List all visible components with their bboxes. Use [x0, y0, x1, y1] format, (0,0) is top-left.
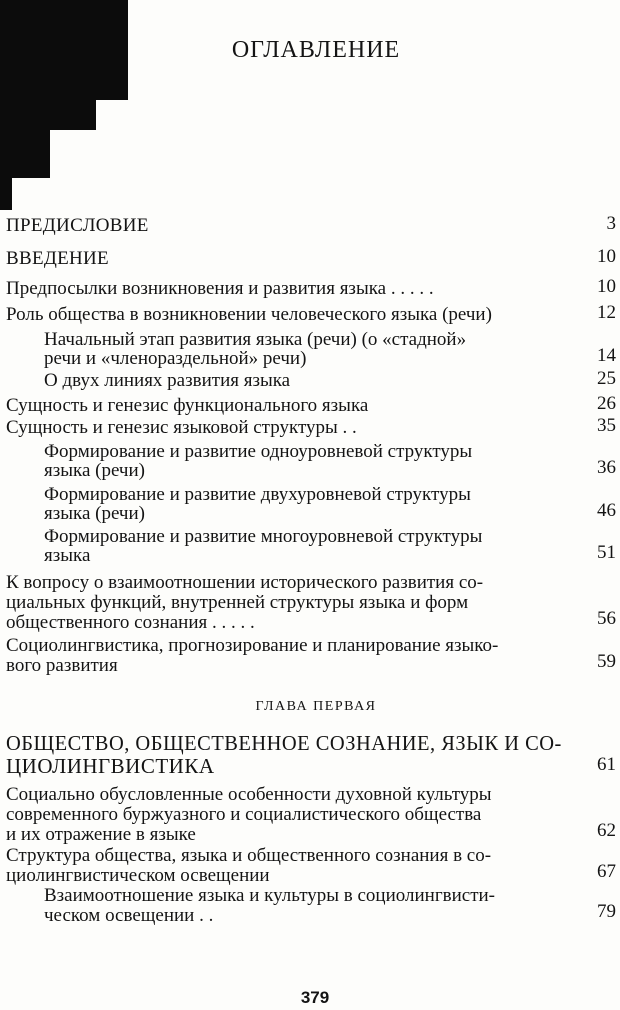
entry-text: ВВЕДЕНИЕ: [6, 248, 109, 269]
entry-page: 67: [597, 861, 616, 882]
entry-text: Предпосылки возникновения и развития языка . . . . .: [6, 278, 434, 299]
entry-page: 12: [597, 302, 616, 323]
entry-text: языка: [44, 545, 91, 566]
entry-page: 36: [597, 457, 616, 478]
entry-text: Социально обусловленные особенности духовной культуры: [6, 784, 492, 805]
entry-text: ОБЩЕСТВО, ОБЩЕСТВЕННОЕ СОЗНАНИЕ, ЯЗЫК И СО-: [6, 731, 562, 755]
entry-text: и их отражение в языке: [6, 824, 196, 845]
entry-page: 46: [597, 500, 616, 521]
entry-page: 3: [606, 213, 616, 234]
entry-text: Структура общества, языка и общественного сознания в со-: [6, 845, 492, 866]
entry-text: ПРЕДИСЛОВИЕ: [6, 215, 149, 236]
entry-text: Формирование и развитие многоуровневой структуры: [44, 526, 483, 547]
page-number: 379: [300, 988, 330, 1007]
entry-text: ЦИОЛИНГВИСТИКА: [6, 754, 215, 778]
entry-page: 56: [597, 608, 616, 629]
entry-text: Формирование и развитие одноуровневой структуры: [44, 441, 473, 462]
entry-text: Роль общества в возникновении человеческого языка (речи): [6, 304, 492, 325]
entry-page: 79: [597, 901, 616, 922]
scan-blot: [0, 98, 96, 130]
entry-page: 35: [597, 415, 616, 436]
entry-page: 25: [597, 368, 616, 389]
entry-text: современного буржуазного и социалистического общества: [6, 804, 482, 825]
entry-text: вого развития: [6, 655, 118, 676]
scan-blot: [0, 128, 50, 178]
entry-page: 10: [597, 246, 616, 267]
entry-page: 10: [597, 276, 616, 297]
entry-text: Взаимоотношение языка и культуры в социолингвисти-: [44, 885, 495, 906]
entry-text: циолингвистическом освещении: [6, 865, 270, 886]
entry-text: речи и «членораздельной» речи): [44, 348, 307, 369]
entry-page: 51: [597, 542, 616, 563]
entry-page: 59: [597, 651, 616, 672]
entry-text: языка (речи): [44, 460, 145, 481]
entry-page: 61: [597, 754, 616, 775]
entry-text: К вопросу о взаимоотношении исторического развития со-: [6, 572, 484, 593]
entry-text: Сущность и генезис функционального языка: [6, 395, 369, 416]
entry-text: общественного сознания . . . . .: [6, 612, 255, 633]
entry-page: 26: [597, 393, 616, 414]
entry-text: Социолингвистика, прогнозирование и планирование языко-: [6, 635, 499, 656]
entry-text: циальных функций, внутренней структуры языка и форм: [6, 592, 469, 613]
entry-text: ческом освещении . .: [44, 905, 214, 926]
entry-page: 14: [597, 345, 616, 366]
entry-text: О двух линиях развития языка: [44, 370, 291, 391]
entry-text: Начальный этап развития языка (речи) (о «стадной»: [44, 329, 467, 350]
entry-text: языка (речи): [44, 503, 145, 524]
entry-text: Сущность и генезис языковой структуры . .: [6, 417, 357, 438]
scan-blot: [0, 176, 12, 210]
toc-title: ОГЛАВЛЕНИЕ: [231, 37, 401, 63]
entry-text: Формирование и развитие двухуровневой структуры: [44, 484, 471, 505]
chapter-label: ГЛАВА ПЕРВАЯ: [255, 699, 377, 714]
entry-page: 62: [597, 820, 616, 841]
